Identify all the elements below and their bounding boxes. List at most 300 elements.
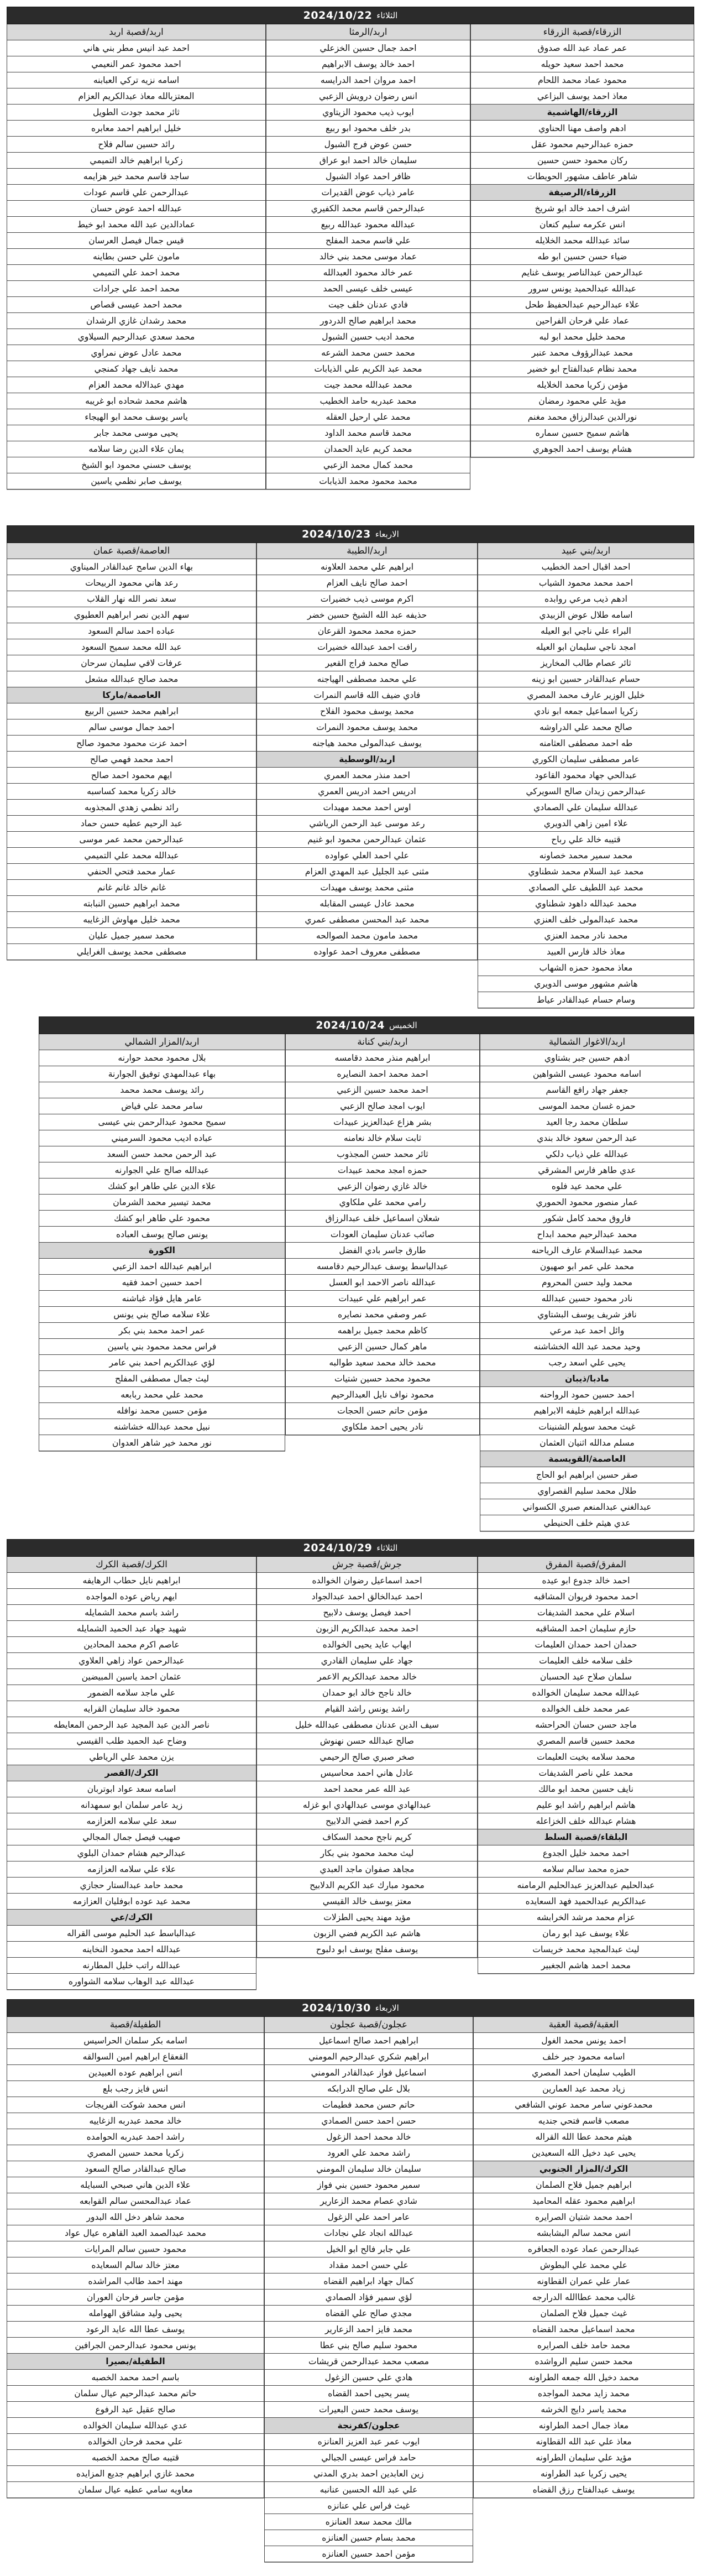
candidate-name: محمد دخيل الله جمعه الطراونه	[473, 2370, 694, 2386]
candidate-name: عبدالرحيم هشام حمدان البلوي	[7, 1845, 256, 1861]
candidate-name: صخر صبري صالح الرحيمي	[256, 1749, 478, 1765]
candidate-name: محمد اسماعيل محمد القضاه	[473, 2322, 694, 2338]
candidate-name: محمد سعدي عبدالرحيم السيلاوي	[7, 329, 266, 345]
candidate-name: ادهم واصف مهنا الحناوي	[470, 121, 694, 137]
candidate-name: محمد نظام عبدالفتاح ابو خضير	[470, 361, 694, 377]
candidate-name: محمد علي ارحيل العقله	[266, 409, 470, 425]
candidate-name: سليمان خالد سليمان المومني	[264, 2161, 473, 2177]
candidate-name: عمر خالد محمود العبدالله	[266, 265, 470, 281]
candidate-name: علي محمد عيد فلوه	[480, 1179, 694, 1195]
candidate-name: مصعب قاسم فتحي جنديه	[473, 2113, 694, 2129]
district-column	[256, 543, 478, 960]
candidate-name: رعد موسى عبد الرحمن الرياشي	[256, 816, 478, 832]
candidate-name: صالح محمد فراج القعير	[256, 655, 478, 671]
candidate-name: عبدالله سليمان علي الصمادي	[478, 800, 694, 816]
district-column	[478, 543, 694, 1008]
candidate-name: محمد عبدالصمد العبد القاهره عيال عواد	[7, 2225, 264, 2241]
candidate-name: عماد علي فرحان الفراحين	[470, 313, 694, 329]
candidate-name: صهيب فيصل جمال المجالي	[7, 1829, 256, 1845]
candidate-name: رافت احمد عبدالله خضيرات	[256, 639, 478, 655]
candidate-name: سائد عبدالله محمد الخلايله	[470, 233, 694, 249]
candidate-name: عبدالله محمود عبدالله ربيع	[266, 217, 470, 233]
candidate-name: غيث محمد سويلم الشنينات	[480, 1419, 694, 1435]
candidate-name: بلال علي صالح الدرابكه	[264, 2081, 473, 2097]
district-columns	[7, 24, 694, 489]
candidate-name: مصطفى محمد يوسف الغرايلي	[7, 944, 256, 960]
candidate-name: خالد زكريا محمد كساسبه	[7, 784, 256, 800]
district-column	[7, 24, 266, 489]
candidate-name: غانم خالد غانم غانم	[7, 880, 256, 896]
candidate-name: احمد محمد عبدالكريم الزبون	[256, 1621, 478, 1637]
candidate-name: هاشم ابراهيم راشد ابو عليم	[478, 1797, 694, 1813]
candidate-name: محمد فايز احمد الزعارير	[264, 2322, 473, 2338]
candidate-name: زين العابدين احمد بدري المدني	[264, 2466, 473, 2482]
candidate-name: ادهم حسين جبر بشتاوي	[480, 1050, 694, 1066]
candidate-name: محمد نادر محمد العنزي	[478, 928, 694, 944]
candidate-name: سعد علي سلامه العزازمه	[7, 1813, 256, 1829]
candidate-name: حمزه محمد سالم سلامه	[478, 1861, 694, 1878]
candidate-name: بهاء عبدالمهدي توفيق الجوارنة	[39, 1066, 285, 1082]
candidate-name: نورالدين عبدالرزاق محمد مغنم	[470, 409, 694, 425]
candidate-name: محمد عبدالله محمد جيت	[266, 377, 470, 393]
candidate-name: هاشم مشهور موسى الدويري	[478, 976, 694, 992]
candidate-name: ماهر كمال حسين الزعبي	[285, 1339, 480, 1355]
candidate-name: ايهم رياض عوده المواجده	[7, 1589, 256, 1605]
candidate-name: احمد اسماعيل رضوان الخوالده	[256, 1573, 478, 1589]
candidate-name: انس محمد سالم البشابشه	[473, 2225, 694, 2241]
candidate-name: عاصم اكرم محمد المحادين	[7, 1637, 256, 1653]
candidate-name: هادي علي حسين الزغول	[264, 2370, 473, 2386]
candidate-name: خالد ناجح خالد ابو حمدان	[256, 1685, 478, 1701]
day-date: 2024/10/22	[303, 9, 373, 22]
candidate-name: محمود سليم صالح بني عطا	[264, 2338, 473, 2354]
candidate-name: قتيبه خالد علي رباح	[478, 832, 694, 848]
candidate-name: محمد شاهر دخل الله البدور	[7, 2209, 264, 2225]
district-column	[478, 1557, 694, 1974]
candidate-name: شادي عصام محمد الزعارير	[264, 2193, 473, 2209]
candidate-name: عدي عبدالله سليمان الخوالده	[7, 2418, 264, 2434]
candidate-name: زيد عامر سلمان ابو سمهدانه	[7, 1797, 256, 1813]
candidate-name: خالد محمد عبدربه الزغاييه	[7, 2113, 264, 2129]
candidate-name: احمد عبدالخالق احمد عبدالجواد	[256, 1589, 478, 1605]
candidate-name: اوس احمد محمد مهيدات	[256, 800, 478, 816]
candidate-name: ايوب امجد صالح الزعبي	[285, 1098, 480, 1114]
candidate-name: محمد سمير جميل عليان	[7, 928, 256, 944]
candidate-name: عبدالرحمن عماد عوده الجعافره	[473, 2241, 694, 2257]
candidate-name: يونس محمود عبدالرحمن الجرافين	[7, 2338, 264, 2354]
candidate-name: عبدالله عبد الوهاب سلامه الشواوره	[7, 1974, 256, 1990]
candidate-name: ياسر يوسف محمد ابو الهيجاء	[7, 409, 266, 425]
candidate-name: عبدالله عبدالحميد يونس سرور	[470, 281, 694, 297]
candidate-name: محمد عبد الكريم علي الذيابات	[266, 361, 470, 377]
candidate-name: جعفر جهاد رافع القاسم	[480, 1082, 694, 1098]
candidate-name: عمر عماد عبد الله صدوق	[470, 40, 694, 56]
candidate-name: عبد الرحمن محمد حسن السعد	[39, 1146, 285, 1162]
candidate-name: بدر خلف محمود ابو ربيع	[266, 121, 470, 137]
candidate-name: هاشم سميح حسين سماره	[470, 425, 694, 441]
candidate-name: حاتم حسن محمد فطيمات	[264, 2097, 473, 2113]
candidate-name: احمد حسين حمود الرواحنه	[480, 1387, 694, 1403]
candidate-name: محمد قاسم محمد الداود	[266, 425, 470, 441]
district-header: جرش/قصبة جرش	[256, 1557, 478, 1573]
candidate-name: حمزه غسان محمد الموسى	[480, 1098, 694, 1114]
district-subheader: الزرقاء/الرصيفة	[470, 185, 694, 201]
candidate-name: رعد هاني محمود الربيحات	[7, 575, 256, 591]
candidate-name: صالح محمد علي الدراوشه	[478, 719, 694, 736]
candidate-name: غيث جميل فلاح الصلمان	[473, 2306, 694, 2322]
candidate-name: محمد عبد اللطيف علي الصمادي	[478, 880, 694, 896]
district-column	[7, 2017, 264, 2498]
candidate-name: ثابت سلام خالد نعامنه	[285, 1130, 480, 1146]
candidate-name: شعلان اسماعيل خلف عبدالرزاق	[285, 1211, 480, 1227]
candidate-name: اسامه طلال عوض الزبيدي	[478, 607, 694, 623]
candidate-name: رائد نظمي زهدي المجذوبه	[7, 800, 256, 816]
day-title-bar	[7, 7, 694, 24]
district-subheader: الزرقاء/الهاشمية	[470, 105, 694, 121]
candidate-name: ابراهيم محمود عقله المحاميد	[473, 2193, 694, 2209]
candidate-name: احمد جمال حسين الخزعلي	[266, 40, 470, 56]
candidate-name: ثائر محمد حسن المجذوب	[285, 1146, 480, 1162]
candidate-name: محمد احمد سعيد حويله	[470, 56, 694, 72]
candidate-name: احمد منذر محمد العمري	[256, 768, 478, 784]
day-title-bar	[39, 1016, 694, 1034]
candidate-name: عبدالغني عبدالمنعم صبري الكسواني	[480, 1499, 694, 1515]
day-name: الاربعاء	[375, 2003, 399, 2013]
district-header: اربد/الطيبة	[256, 543, 478, 559]
candidate-name: محمد احمد علي التميمي	[7, 265, 266, 281]
candidate-name: ادهم ذيب مرعي روابده	[478, 591, 694, 607]
candidate-name: عبدالرحمن عبدالناصر يوسف غنايم	[470, 265, 694, 281]
candidate-name: بشر هزاع عبدالعزيز عبيدات	[285, 1114, 480, 1130]
district-header: اربد/قصبة اربد	[7, 24, 266, 40]
candidate-name: نادر يحيى احمد ملكاوي	[285, 1419, 480, 1435]
district-column	[7, 1557, 256, 1990]
candidate-name: علي محمد فرحان الخوالده	[7, 2434, 264, 2450]
candidate-name: معاويه سامي عطيه عيال سلمان	[7, 2482, 264, 2498]
candidate-name: احمد محمد خليل الجدوع	[478, 1845, 694, 1861]
district-subheader: اربد/الوسطية	[256, 752, 478, 768]
district-header: اربد/بني عبيد	[478, 543, 694, 559]
candidate-name: عماد عبدالمحسن سالم القوابعه	[7, 2193, 264, 2209]
district-subheader: العاصمة/القويسمة	[480, 1451, 694, 1467]
candidate-name: خالد محمد احمد الزغول	[264, 2129, 473, 2145]
candidate-name: محمود محمد حسين شتيات	[285, 1371, 480, 1387]
candidate-name: معتز يوسف خالد القيسي	[256, 1894, 478, 1910]
candidate-name: عمادالدين عبد الله محمد ابو خيط	[7, 217, 266, 233]
candidate-name: علي محمد علي البطوش	[473, 2257, 694, 2273]
candidate-name: صالح عبدالله حسن نهنوش	[256, 1733, 478, 1749]
district-header: الكرك/قصبة الكرك	[7, 1557, 256, 1573]
candidate-name: نايف حسين محمد ابو مالك	[478, 1781, 694, 1797]
candidate-name: احمد مروان احمد الدرايسه	[266, 72, 470, 88]
candidate-name: عبدالرحمن علي قاسم عودات	[7, 185, 266, 201]
candidate-name: وسام حسام عبدالقادر عياط	[478, 992, 694, 1008]
candidate-name: معتز خالد سالم السعايده	[7, 2257, 264, 2273]
candidate-name: ابراهيم شكري عبدالرحيم المومني	[264, 2049, 473, 2065]
candidate-name: صائب عدنان سليمان العودات	[285, 1227, 480, 1243]
candidate-name: محمد عبدربه حامد الخطيب	[266, 393, 470, 409]
candidate-name: اسامه محمود جبر خلف	[473, 2049, 694, 2065]
candidate-name: نور محمد خير شاهر العدوان	[39, 1435, 285, 1451]
candidate-name: ثائر محمد جودت الطويل	[7, 105, 266, 121]
candidate-name: عدي طاهر فارس المشرقي	[480, 1162, 694, 1179]
candidate-name: ايهاب عايد يحيى الخوالده	[256, 1637, 478, 1653]
candidate-name: معاذ محمود حمزه الشهاب	[478, 960, 694, 976]
candidate-name: خلف سلامه خلف العليمات	[478, 1653, 694, 1669]
candidate-name: معاذ خالد فارس العبيد	[478, 944, 694, 960]
candidate-name: عبدالله راتب خليل المطارنه	[7, 1958, 256, 1974]
candidate-name: محمد ياسر دايج الخرشه	[473, 2402, 694, 2418]
candidate-name: حازم سليمان احمد المشاقبه	[478, 1621, 694, 1637]
candidate-name: شاهر عاطف مشهور الحويطات	[470, 169, 694, 185]
district-subheader: الكرك/القصر	[7, 1765, 256, 1781]
candidate-name: عيسى خلف عيسى الحمد	[266, 281, 470, 297]
candidate-name: عبدالله احمد عوض حسان	[7, 201, 266, 217]
candidate-name: محمد كمال محمد الزعبي	[266, 457, 470, 473]
candidate-name: عبدالباسط يوسف عبدالرحيم دقامسه	[285, 1259, 480, 1275]
candidate-name: عبدالهادي موسى عبدالهادي ابو غزله	[256, 1797, 478, 1813]
candidate-name: مجاهد صفوان ماجد العبدي	[256, 1861, 478, 1878]
candidate-name: محمد يوسف محمود الفلاح	[256, 703, 478, 719]
candidate-name: ماجد حسن حسان الحراحشه	[478, 1717, 694, 1733]
candidate-name: محمد حسن سليم الرواشده	[473, 2354, 694, 2370]
candidate-name: محمد محمود محمد الذيابات	[266, 473, 470, 489]
candidate-name: علاء الدين هاني صبحي السبايله	[7, 2177, 264, 2193]
district-header: عجلون/قصبة عجلون	[264, 2017, 473, 2033]
candidate-name: ابراهيم جميل فلاح الصلمان	[473, 2177, 694, 2193]
candidate-name: محمد خالد محمد سعيد طوالبه	[285, 1355, 480, 1371]
schedule-day-table	[7, 1999, 694, 2562]
day-date: 2024/10/30	[302, 2002, 371, 2014]
candidate-name: ليث محمد محمود بني بكار	[256, 1845, 478, 1861]
candidate-name: لؤي عبدالكريم احمد بني عامر	[39, 1355, 285, 1371]
candidate-name: احمد محمد شتيان الصرايره	[473, 2209, 694, 2225]
candidate-name: عمر محمد خلف الخوالده	[478, 1701, 694, 1717]
candidate-name: طه احمد مصطفى العثامنه	[478, 736, 694, 752]
candidate-name: احمد يونس محمد الغول	[473, 2033, 694, 2049]
candidate-name: ناصر الدين عبد المجيد عبد الرحمن المعايطه	[7, 1717, 256, 1733]
candidate-name: عثمان احمد ياسين المبيضين	[7, 1669, 256, 1685]
district-column	[256, 1557, 478, 1958]
candidate-name: محمد احمد علي جرادات	[7, 281, 266, 297]
candidate-name: يوسف عطا الله عايد الرعود	[7, 2322, 264, 2338]
candidate-name: محمد عبد السلام محمد شطناوي	[478, 864, 694, 880]
candidate-name: محمود مبارك عبد الكريم الدلابيح	[256, 1878, 478, 1894]
candidate-name: هشام يوسف احمد الجوهري	[470, 441, 694, 457]
candidate-name: عبدالله محمد علي التميمي	[7, 848, 256, 864]
candidate-name: خليل الوزير عارف محمد المصري	[478, 687, 694, 703]
district-column	[480, 1034, 694, 1531]
candidate-name: محمد صالح عبدالله مشعل	[7, 671, 256, 687]
candidate-name: محمد سلامه بخيت العليمات	[478, 1749, 694, 1765]
candidate-name: عزام محمد مرشد الخرابشه	[478, 1910, 694, 1926]
candidate-name: محمد سمير محمد خصاونه	[478, 848, 694, 864]
candidate-name: عامر احمد علي الزغول	[264, 2209, 473, 2225]
candidate-name: يوسف عبدالمولى محمد هياجنه	[256, 736, 478, 752]
candidate-name: محمود علي طاهر ابو كشك	[39, 1211, 285, 1227]
candidate-name: اسامه محمود عيسى الشواهين	[480, 1066, 694, 1082]
candidate-name: احمد محمد فهمي صالح	[7, 752, 256, 768]
candidate-name: عمار محمد فتحي الحنفي	[7, 864, 256, 880]
candidate-name: علي حسن احمد مقداد	[264, 2257, 473, 2273]
day-title-bar	[7, 525, 694, 543]
candidate-name: مؤيد علي سليمان الطراونه	[473, 2450, 694, 2466]
candidate-name: ابراهيم محمد حسين الربيع	[7, 703, 256, 719]
district-column	[7, 543, 256, 960]
schedule-day-table	[7, 1539, 694, 1990]
candidate-name: شهيد جهاد عبد الحميد الشمايله	[7, 1621, 256, 1637]
candidate-name: حمزه محمد محمود القرعان	[256, 623, 478, 639]
candidate-name: يسر يحيى احمد القضاه	[264, 2386, 473, 2402]
candidate-name: حسن عوض فرج الشبول	[266, 137, 470, 153]
district-column	[473, 2017, 694, 2498]
candidate-name: سيف الدين عدنان مصطفى عبدالله خليل	[256, 1717, 478, 1733]
candidate-name: اسلام علي محمد الشديفات	[478, 1605, 694, 1621]
candidate-name: محمد عبدالسلام عارف الرياحنه	[480, 1243, 694, 1259]
candidate-name: سامر محمد علي فياض	[39, 1098, 285, 1114]
candidate-name: مؤيد مهند يحيى الطزلات	[256, 1910, 478, 1926]
candidate-name: عرفات لافي سليمان سرحان	[7, 655, 256, 671]
candidate-name: عبدالله انجاد علي نجادات	[264, 2225, 473, 2241]
candidate-name: عبدالباسط عبد الحليم موسى القراله	[7, 1926, 256, 1942]
district-subheader: الكورة	[39, 1243, 285, 1259]
candidate-name: محمد مامون محمد الصوالحه	[256, 928, 478, 944]
day-name: الثلاثاء	[376, 1543, 398, 1553]
candidate-name: صالح عقيل عيد الرفوع	[7, 2402, 264, 2418]
candidate-name: زكريا اسماعيل جمعه ابو نادي	[478, 703, 694, 719]
candidate-name: محمد علي عمر ابو صهيون	[480, 1259, 694, 1275]
candidate-name: هشام عبدالله خلف الخزاعله	[478, 1813, 694, 1829]
candidate-name: محمد عبدالرحيم محمد ابداح	[480, 1227, 694, 1243]
candidate-name: علي قاسم محمد المفلح	[266, 233, 470, 249]
candidate-name: ظافر احمد عواد الشبول	[266, 169, 470, 185]
day-title-bar	[7, 1999, 694, 2017]
candidate-name: محمد بسام حسين العنانزه	[264, 2530, 473, 2546]
candidate-name: محمدعوني سامر محمد عوني الشافعي	[473, 2097, 694, 2113]
candidate-name: محمد عادل عيسى المقابله	[256, 896, 478, 912]
candidate-name: معاذ احمد يوسف البزاعي	[470, 88, 694, 105]
candidate-name: عبدالحي جهاد محمود القاعود	[478, 768, 694, 784]
candidate-name: احمد محمد احمد النصايره	[285, 1066, 480, 1082]
candidate-name: المعتزبالله معاذ عبدالكريم العزام	[7, 88, 266, 105]
candidate-name: محمد اديب حسين الشبول	[266, 329, 470, 345]
candidate-name: طلال محمد سليم القصراوي	[480, 1483, 694, 1499]
candidate-name: فراس محمد محمود بني ياسين	[39, 1339, 285, 1355]
district-header: الزرقاء/قصبة الزرقاء	[470, 24, 694, 40]
candidate-name: اشرف احمد خالد ابو شريخ	[470, 201, 694, 217]
candidate-name: فادي ضيف الله قاسم النمرات	[256, 687, 478, 703]
day-date: 2024/10/24	[316, 1019, 385, 1031]
candidate-name: يحيى عيد دخيل الله السعيدين	[473, 2145, 694, 2161]
candidate-name: عامر مصطفى سليمان الكوري	[478, 752, 694, 768]
candidate-name: علاء عبدالرحيم عبدالحفيظ طحل	[470, 297, 694, 313]
candidate-name: مؤمن جاسر فرحان العوران	[7, 2290, 264, 2306]
candidate-name: يحيى علي اسعد رجب	[480, 1355, 694, 1371]
candidate-name: احمد محمد محمود الشياب	[478, 575, 694, 591]
candidate-name: مهند احمد طالب المراشده	[7, 2273, 264, 2290]
candidate-name: زكريا ابراهيم خالد التميمي	[7, 153, 266, 169]
candidate-name: اسامه سعد عواد ابوتربان	[7, 1781, 256, 1797]
district-header: العقبة/قصبة العقبة	[473, 2017, 694, 2033]
candidate-name: نافز شريف يوسف البشتاوي	[480, 1307, 694, 1323]
candidate-name: عبد الله محمد سميح السعود	[7, 639, 256, 655]
candidate-name: فاروق محمد كامل شكور	[480, 1211, 694, 1227]
candidate-name: وائل احمد عبد مرعي	[480, 1323, 694, 1339]
candidate-name: محمد كريم عايد الحمدان	[266, 441, 470, 457]
candidate-name: هاشم عبد الكريم فضي الزبون	[256, 1926, 478, 1942]
candidate-name: وضاح عبد الحميد طلب القيسي	[7, 1733, 256, 1749]
district-subheader: البلقاء/قصبة السلط	[478, 1829, 694, 1845]
district-subheader: عجلون/كفرنجة	[264, 2418, 473, 2434]
candidate-name: اكرم موسى ذيب خضيرات	[256, 591, 478, 607]
candidate-name: انس ابراهيم عوده العبيدين	[7, 2065, 264, 2081]
day-name: الاربعاء	[375, 529, 399, 539]
candidate-name: احمد صالح نايف العزام	[256, 575, 478, 591]
candidate-name: مامون علي حسن بطاينه	[7, 249, 266, 265]
candidate-name: يوسف عبدالفتاح رزق القضاه	[473, 2482, 694, 2498]
candidate-name: سهم الدين نصر ابراهيم العطيوي	[7, 607, 256, 623]
district-subheader: الكرك/المزار الجنوبي	[473, 2161, 694, 2177]
day-name: الثلاثاء	[376, 11, 398, 20]
candidate-name: محمد حامد عبدالستار حجازي	[7, 1878, 256, 1894]
candidate-name: راشد يونس راشد القيام	[256, 1701, 478, 1717]
candidate-name: غيث فراس علي عنانزه	[264, 2498, 473, 2514]
candidate-name: مسلم مدالله اثنيان العثمان	[480, 1435, 694, 1451]
candidate-name: يوسف صابر نظمي ياسين	[7, 473, 266, 489]
candidate-name: صالح عبدالقادر صالح السعود	[7, 2161, 264, 2177]
candidate-name: محمد ابراهيم حسين النبابته	[7, 896, 256, 912]
candidate-name: قتيبه صالح محمد الخصبه	[7, 2450, 264, 2466]
schedule-day-table	[7, 525, 694, 1008]
candidate-name: محمد عادل عوض نمراوي	[7, 345, 266, 361]
candidate-name: كريم ناجح محمد السكاف	[256, 1829, 478, 1845]
day-date: 2024/10/23	[302, 528, 371, 540]
candidate-name: حسن احمد حسن الصمادي	[264, 2113, 473, 2129]
district-header: اربد/الرمثا	[266, 24, 470, 40]
candidate-name: بهاء الدين سامح عبدالقادر الميناوي	[7, 559, 256, 575]
candidate-name: عماد موسى محمد بني خالد	[266, 249, 470, 265]
day-date: 2024/10/29	[303, 1542, 373, 1554]
candidate-name: محمد زايد محمد المواجده	[473, 2386, 694, 2402]
candidate-name: احمد محمد حسين الزعبي	[285, 1082, 480, 1098]
candidate-name: راشد محمد علي العرود	[264, 2145, 473, 2161]
candidate-name: بلال محمود محمد حوارنه	[39, 1050, 285, 1066]
district-header: اربد/بني كنانة	[285, 1034, 480, 1050]
candidate-name: احمد محمود عمر النعيمي	[7, 56, 266, 72]
candidate-name: مجدي صالح علي القضاه	[264, 2306, 473, 2322]
candidate-name: عدي هيثم خلف الحنيطي	[480, 1515, 694, 1531]
candidate-name: صقر حسين ابراهيم ابو الحاج	[480, 1467, 694, 1483]
candidate-name: البراء علي ناجي ابو العيله	[478, 623, 694, 639]
candidate-name: الطيب سليمان احمد المصري	[473, 2065, 694, 2081]
candidate-name: مؤمن حسين محمد نوافله	[39, 1403, 285, 1419]
candidate-name: ابراهيم احمد صالح اسماعيل	[264, 2033, 473, 2049]
candidate-name: ابراهيم نايل حطاب الرهايفه	[7, 1573, 256, 1589]
candidate-name: يزن محمد علي الرياطي	[7, 1749, 256, 1765]
candidate-name: عباده احمد سالم السعود	[7, 623, 256, 639]
candidate-name: محمود عماد محمد اللحام	[470, 72, 694, 88]
district-subheader: مادبا/ذيبان	[480, 1371, 694, 1387]
candidate-name: راشد باسم محمد الشمايله	[7, 1605, 256, 1621]
candidate-name: محمد حسن محمد الشرعه	[266, 345, 470, 361]
candidate-name: اسماعيل فواز عبدالقادر المومني	[264, 2065, 473, 2081]
candidate-name: عبدالله ناصر الاحمد ابو العسل	[285, 1275, 480, 1291]
candidate-name: انس محمد شوكت الفريجات	[7, 2097, 264, 2113]
candidate-name: سمير محمود حسين بني فواز	[264, 2177, 473, 2193]
candidate-name: علاء الدين علي طاهر ابو كشك	[39, 1179, 285, 1195]
district-subheader: العاصمة/ماركا	[7, 687, 256, 703]
candidate-name: احمد محمود فريوان المشاقبه	[478, 1589, 694, 1605]
